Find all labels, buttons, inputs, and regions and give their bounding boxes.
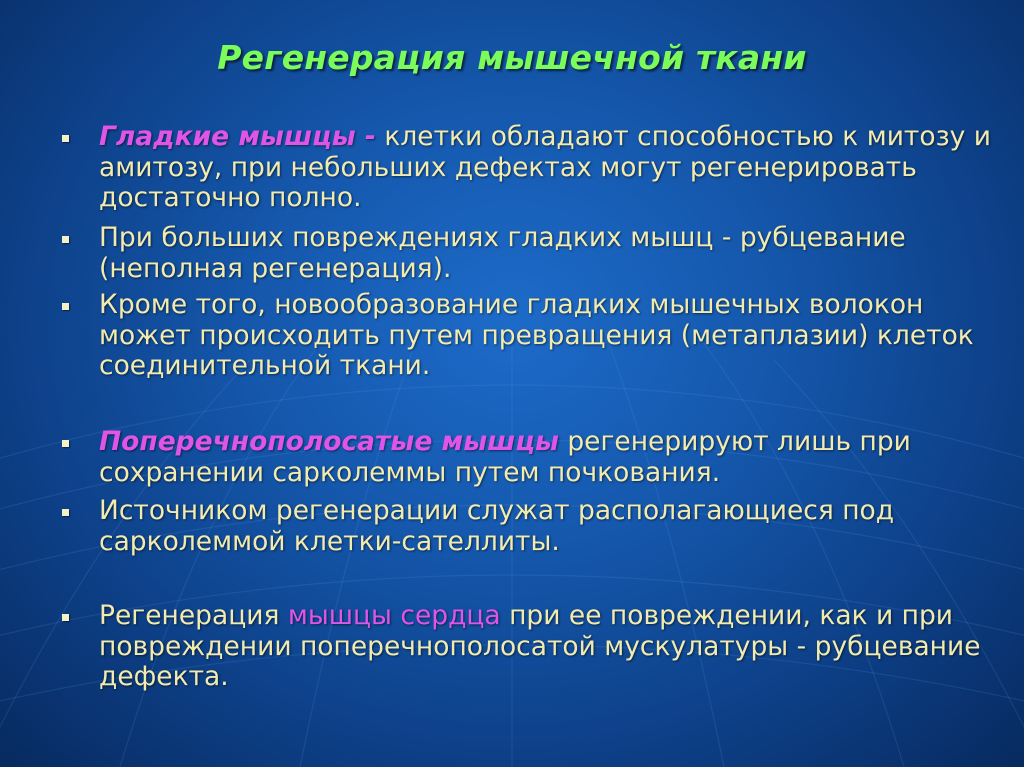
highlight-heart-muscle: мышцы сердца (287, 600, 501, 631)
bullet-text: Источником регенерации служат располагающиеся под сарколеммой клетки-сателлиты. (99, 495, 895, 557)
bullet-heart-muscle (99, 601, 999, 693)
bullet-metaplasia (99, 290, 999, 382)
highlight-striated-muscle: Поперечнополосатые мышцы (99, 426, 559, 457)
bullet-text: регенерируют лишь при сохранении сарколеммы путем почкования. (99, 426, 911, 488)
slide-title: Регенерация мышечной ткани (217, 38, 807, 77)
bullet-text: клетки обладают способностью к митозу и амитозу, при небольших дефектах могут регенерировать достаточно полно. (99, 121, 992, 213)
bullet-square-icon (62, 509, 69, 516)
bullet-square-icon (62, 614, 69, 621)
bullet-striated-muscle (99, 427, 999, 488)
bullet-text: При больших повреждениях гладких мышц - рубцевание (неполная регенерация). (99, 222, 906, 284)
highlight-smooth-muscle: Гладкие мышцы - (99, 121, 376, 152)
bullet-square-icon (62, 236, 69, 243)
bullet-square-icon (62, 135, 69, 142)
bullet-square-icon (62, 303, 69, 310)
bullet-smooth-muscle (99, 122, 999, 214)
bullet-satellite-cells (99, 496, 999, 557)
bullet-large-damage (99, 223, 999, 284)
bullet-text-after: при ее повреждении, как и при повреждении поперечнополосатой мускулатуры - рубцевание дефекта. (99, 600, 981, 692)
bullet-text-before: Регенерация (99, 600, 288, 631)
bullet-square-icon (62, 440, 69, 447)
bullet-text: Кроме того, новообразование гладких мышечных волокон может происходить путем превращения (метаплазии) клеток соединительной ткани. (99, 289, 974, 381)
